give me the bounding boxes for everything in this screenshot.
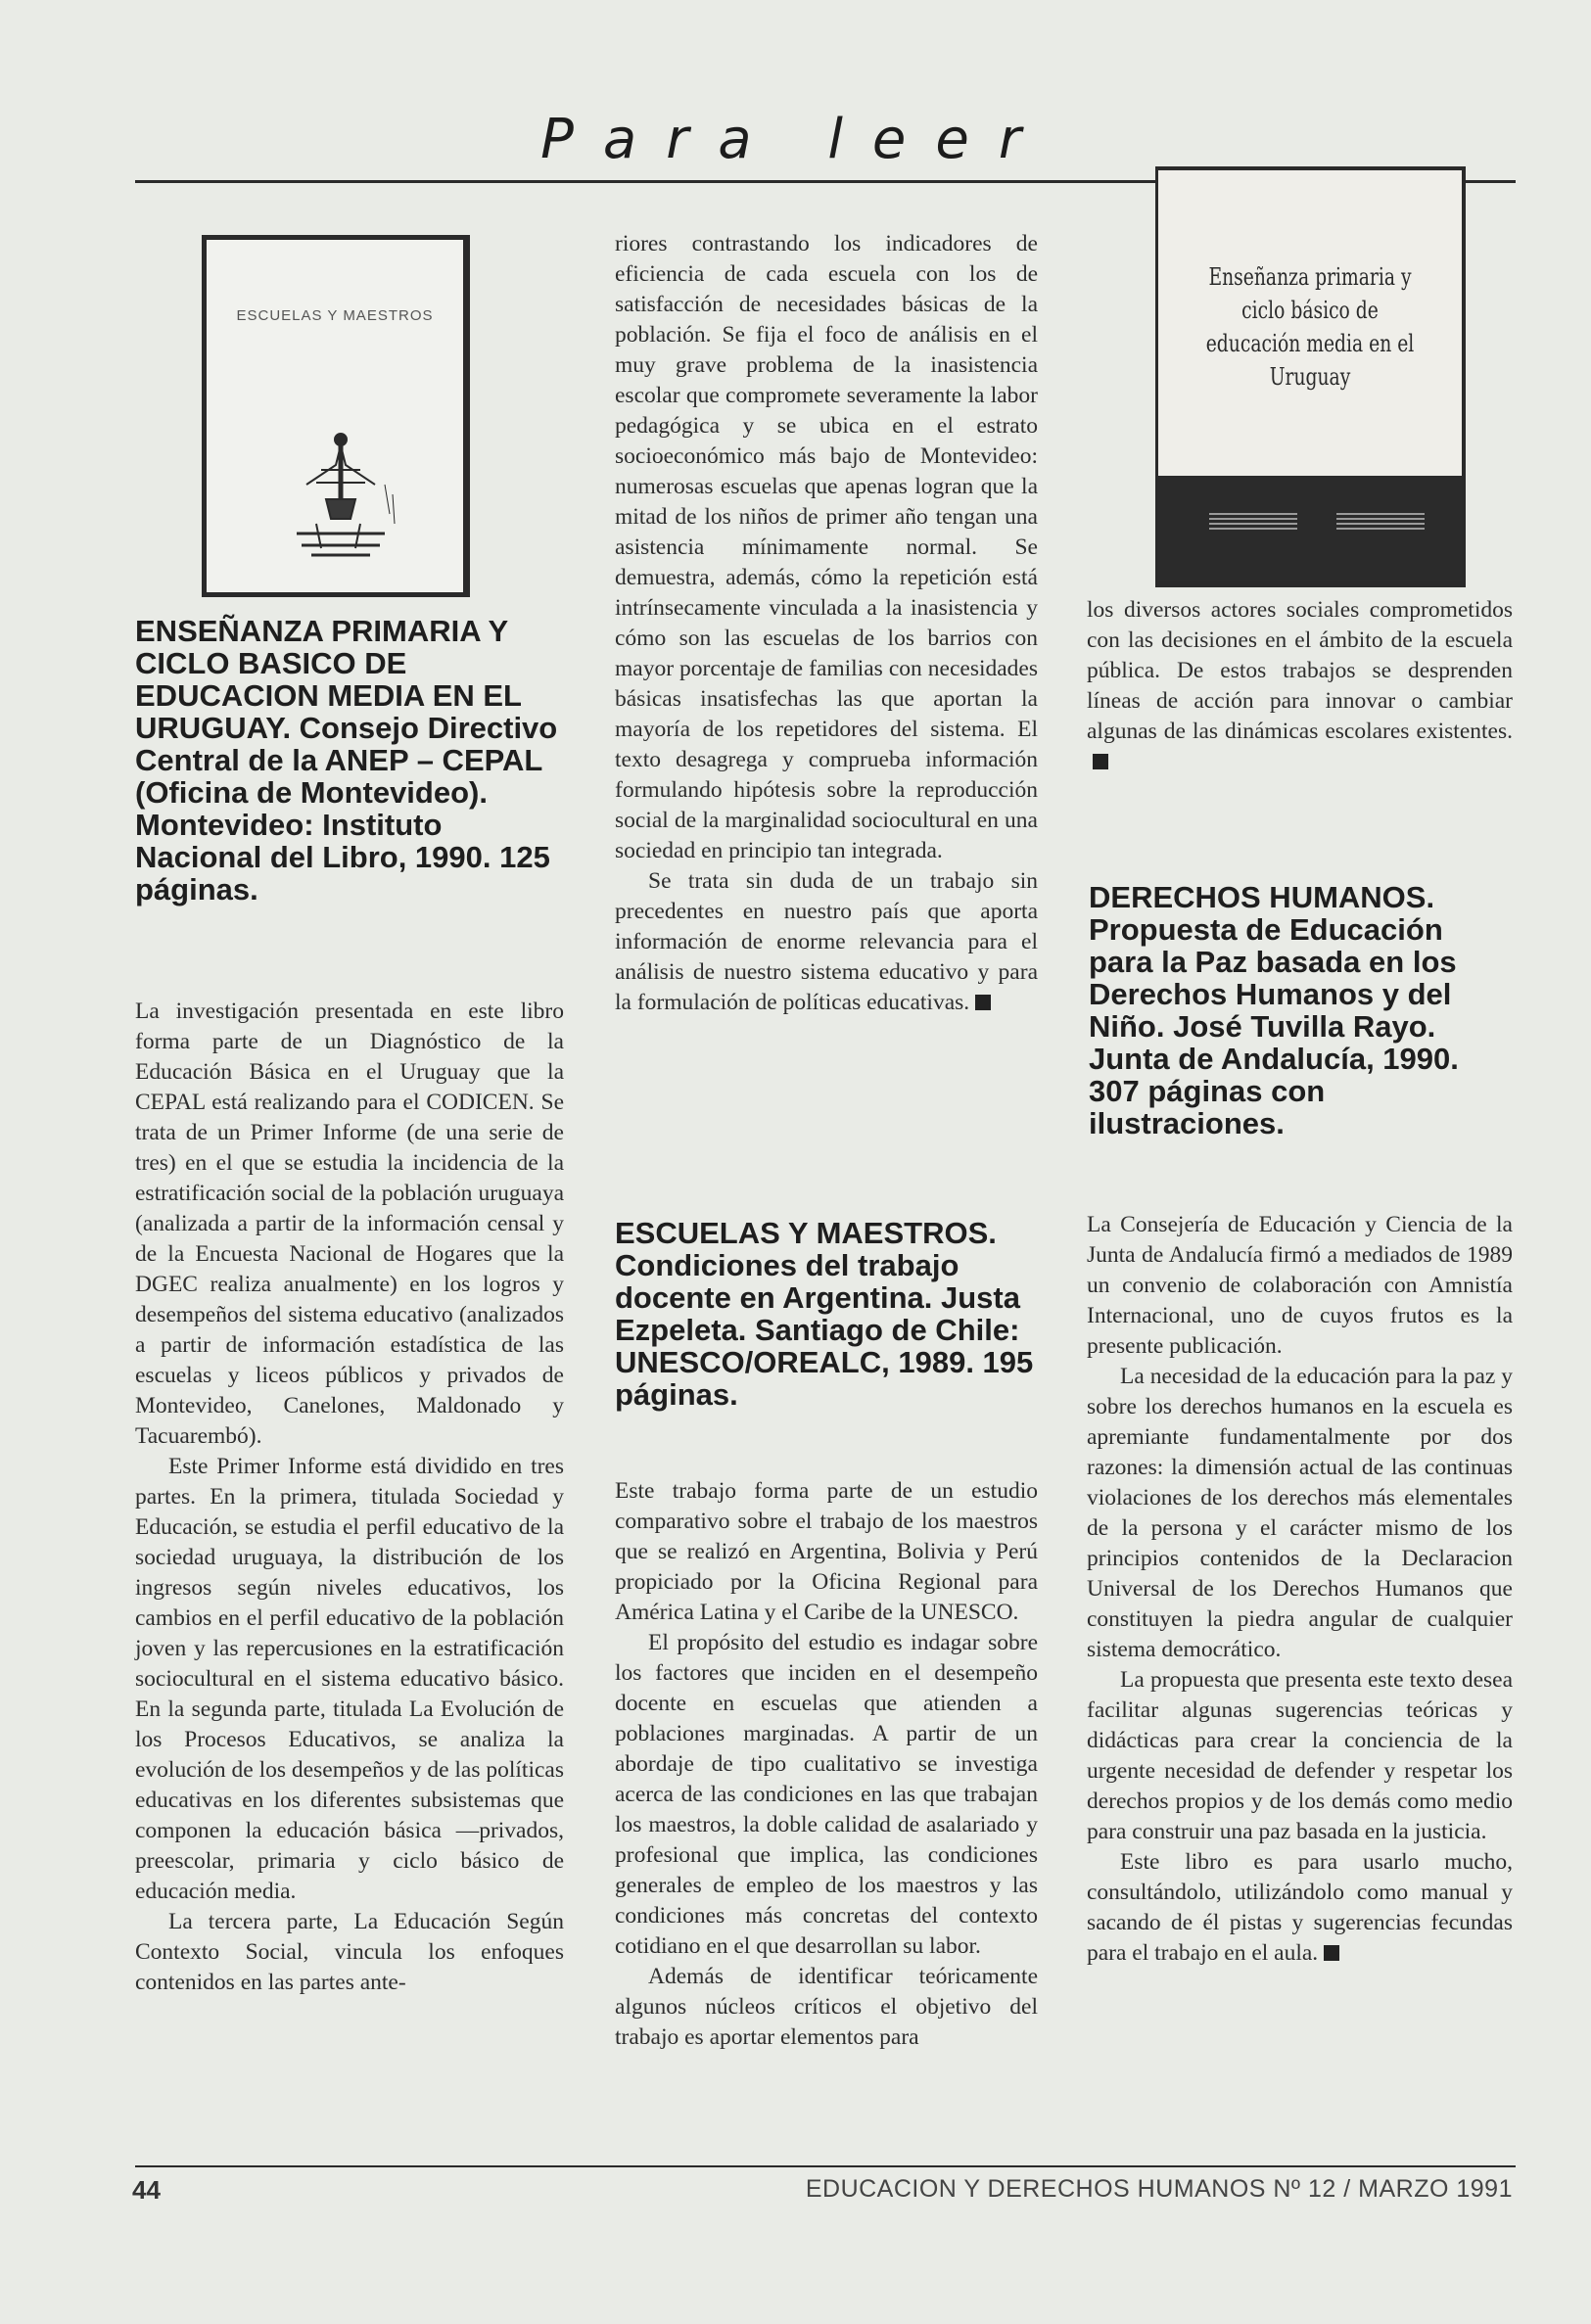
paragraph	[1087, 595, 1513, 777]
cover-title: ESCUELAS Y MAESTROS	[236, 307, 434, 324]
column-1	[135, 615, 564, 906]
book-cover-escuelas-y-maestros	[202, 235, 470, 597]
footer-rule	[135, 2165, 1516, 2167]
page-number: 44	[132, 2175, 161, 2205]
cover-logo-text	[1209, 513, 1297, 533]
column-1-body	[135, 997, 564, 1998]
paragraph: La tercera parte, La Educación Según Contexto Social, vincula los enfoques contenidos en las partes ante-	[135, 1909, 564, 1995]
end-mark-icon	[1093, 754, 1108, 769]
column-3-review	[1089, 881, 1510, 1139]
end-mark-icon	[975, 995, 991, 1010]
paragraph	[1087, 1847, 1513, 1969]
paragraph	[615, 866, 1038, 1018]
review-title-2: ESCUELAS Y MAESTROS. Condiciones del trabajo docente en Argentina. Justa Ezpeleta. Santiago de Chile: UNESCO/OREALC, 1989. 195 páginas.	[615, 1216, 1034, 1412]
paragraph: Este Primer Informe está dividido en tres partes. En la primera, titulada Sociedad y Educación, se estudia el perfil educativo de la sociedad uruguaya, la distribución de los ingresos según niveles educativos, los cambios en el perfil educativo de la población joven y las repercusiones en la estratificación sociocultural en el sistema educativo básico. En la segunda parte, titulada La Evolución de los Procesos Educativos, se analiza la evolución de los desempeños y de las políticas educativas en los diferentes subsistemas que componen la educación básica —privados, preescolar, primaria y ciclo básico de educación media.	[135, 1454, 564, 1904]
paragraph: riores contrastando los indicadores de eficiencia de cada escuela con los de satisfacción de necesidades básicas de la población. Se fija el foco de análisis en el muy grave problema de la inasistencia escolar que compromete severamente la labor pedagógica y se ubica en el estrato socioeconómico más bajo de Montevideo: numerosas escuelas que apenas logran que la mitad de los niños de primer año tengan una asistencia mínimamente normal. Se demuestra, además, cómo la repetición está intrínsecamente vinculada a la inasistencia y cómo son las escuelas de los barrios con mayor porcentaje de familias con necesidades básicas insatisfechas las que aportan la mayoría de los repetidores del sistema. El texto desagrega y comprueba información formulando hipótesis sobre la reproducción social de la marginalidad sociocultural en una sociedad en principio tan integrada.	[615, 231, 1038, 863]
section-header: Para leer	[540, 108, 1051, 171]
column-2-review	[615, 1217, 1038, 1411]
column-3-body	[1087, 1210, 1513, 1969]
paragraph: La propuesta que presenta este texto desea facilitar algunas sugerencias teóricas y didácticas para crear la conciencia de la urgente necesidad de defender y respetar los derechos propios y de los demás como medio para construir una paz basada en la justicia.	[1087, 1667, 1513, 1844]
paragraph: La investigación presentada en este libro forma parte de un Diagnóstico de la Educación Básica en el Uruguay que la CEPAL está realizando para el CODICEN. Se trata de un Primer Informe (de una serie de tres) en el que se estudia la incidencia de la estratificación social de la población uruguaya (analizada a partir de la información censal y de la Encuesta Nacional de Hogares que la DGEC realiza anualmente) en los logros y desempeños del sistema educativo (analizados a partir de información estadística de las escuelas y liceos públicos y privados de Montevideo, Canelones, Maldonado y Tacuarembó).	[135, 999, 564, 1449]
cover-logo-text	[1336, 513, 1425, 533]
paragraph: El propósito del estudio es indagar sobre los factores que inciden en el desempeño docente en escuelas que atienden a poblaciones marginadas. A partir de un abordaje de tipo cualitativo se investiga acerca de las condiciones en las que trabajan los maestros, la doble calidad de asalariado y profesional que implica, las condiciones generales de empleo de los maestros y las condiciones más concretas del contexto cotidiano en el que desarrollan su labor.	[615, 1630, 1038, 1959]
cover-band	[1158, 476, 1462, 581]
paragraph-text: Este libro es para usarlo mucho, consultándolo, utilizándolo como manual y sacando de él pistas y sugerencias fecundas para el trabajo en el aula.	[1087, 1849, 1513, 1966]
paragraph: Este trabajo forma parte de un estudio comparativo sobre el trabajo de los maestros que se realizó en Argentina, Bolivia y Perú propiciado por la Oficina Regional para América Latina y el Caribe de la UNESCO.	[615, 1478, 1038, 1625]
paragraph: Además de identificar teóricamente algunos núcleos críticos el objetivo del trabajo es aportar elementos para	[615, 1964, 1038, 2050]
review-title-3: DERECHOS HUMANOS. Propuesta de Educación para la Paz basada en los Derechos Humanos y del Niño. José Tuvilla Rayo. Junta de Andalucía, 1990. 307 páginas con ilustraciones.	[1089, 880, 1459, 1140]
book-cover-ensenanza-primaria	[1155, 166, 1466, 587]
paragraph-text: Se trata sin duda de un trabajo sin precedentes en nuestro país que aporta información de enorme relevancia para el análisis de nuestro sistema educativo y para la formulación de políticas educativas.	[615, 868, 1038, 1015]
journal-footer: EDUCACION Y DERECHOS HUMANOS Nº 12 / MARZO 1991	[805, 2175, 1513, 2203]
paragraph-text: los diversos actores sociales comprometidos con las decisiones en el ámbito de la escuela pública. De estos trabajos se desprenden líneas de acción para innovar o cambiar algunas de las dinámicas escolares existentes.	[1087, 597, 1513, 744]
column-2-body	[615, 1476, 1038, 2053]
column-3	[1087, 595, 1513, 777]
paragraph: La Consejería de Educación y Ciencia de la Junta de Andalucía firmó a mediados de 1989 un convenio de colaboración con Amnistía Internacional, uno de cuyos frutos es la presente publicación.	[1087, 1212, 1513, 1359]
cover-illustration-icon	[267, 426, 414, 573]
review-title-1: ENSEÑANZA PRIMARIA Y CICLO BASICO DE EDUCACION MEDIA EN EL URUGUAY. Consejo Directivo Central de la ANEP – CEPAL (Oficina de Montevideo). Montevideo: Instituto Nacional del Libro, 1990. 125 páginas.	[135, 614, 558, 906]
column-2	[615, 229, 1038, 1018]
paragraph: La necesidad de la educación para la paz y sobre los derechos humanos en la escuela es apremiante fundamentalmente por dos razones: la dimensión actual de las continuas violaciones de los derechos más elementales de la persona y el carácter mismo de los principios contenidos de la Declaracion Universal de los Derechos Humanos que constituyen la piedra angular de cualquier sistema democrático.	[1087, 1364, 1513, 1662]
cover-title: Enseñanza primaria y ciclo básico de educación media en el Uruguay	[1205, 263, 1415, 391]
end-mark-icon	[1324, 1945, 1339, 1961]
